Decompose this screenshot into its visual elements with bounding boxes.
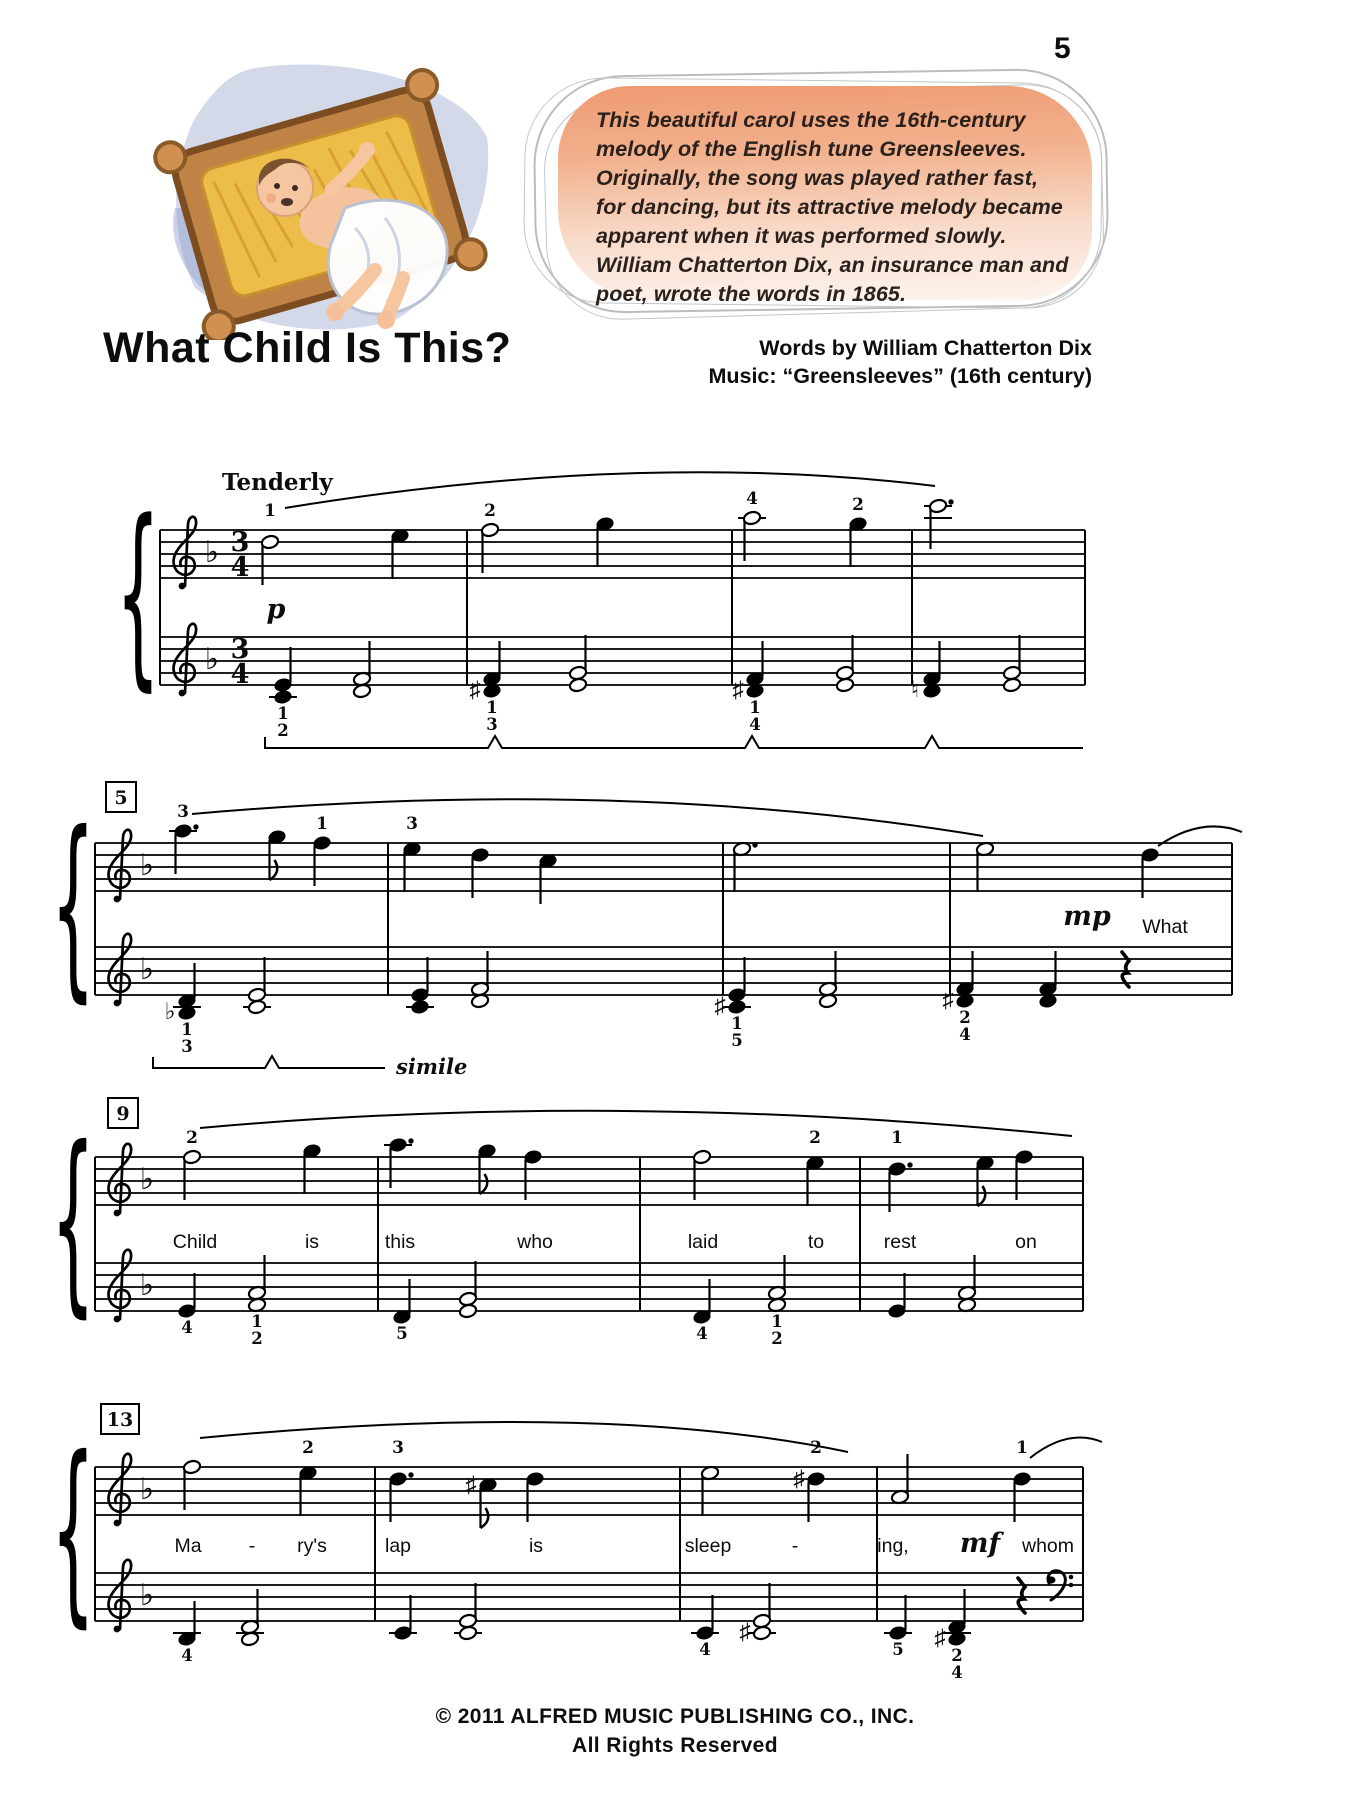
svg-text:{: { <box>51 790 95 1020</box>
svg-text:1: 1 <box>486 698 498 717</box>
svg-text:♭: ♭ <box>139 953 155 986</box>
svg-text:2: 2 <box>951 1646 963 1665</box>
svg-text:laid: laid <box>687 1231 719 1253</box>
svg-text:2: 2 <box>277 721 289 740</box>
svg-text:♭: ♭ <box>139 1473 155 1506</box>
svg-text:3: 3 <box>486 715 498 734</box>
svg-text:13: 13 <box>106 1409 134 1431</box>
svg-text:2: 2 <box>852 495 864 515</box>
svg-text:4: 4 <box>746 489 758 509</box>
svg-text:is: is <box>528 1535 544 1557</box>
svg-text:4: 4 <box>959 1025 971 1044</box>
svg-text:whom: whom <box>1021 1535 1075 1557</box>
svg-text:4: 4 <box>230 659 250 690</box>
svg-text:1: 1 <box>891 1128 903 1148</box>
svg-text:3: 3 <box>230 634 250 665</box>
svg-text:4: 4 <box>749 715 761 734</box>
svg-text:3: 3 <box>230 527 250 558</box>
svg-text:2: 2 <box>251 1329 263 1348</box>
svg-text:♭: ♭ <box>139 1163 155 1196</box>
svg-text:to: to <box>807 1231 825 1253</box>
svg-text:5: 5 <box>731 1031 743 1050</box>
svg-text:♯: ♯ <box>739 1618 751 1644</box>
song-title: What Child Is This? <box>103 324 512 372</box>
copyright-footer <box>0 1702 1350 1760</box>
rights-line: All Rights Reserved <box>572 1734 778 1757</box>
svg-text:3: 3 <box>392 1438 404 1458</box>
svg-text:4: 4 <box>181 1646 193 1665</box>
svg-text:-: - <box>248 1535 256 1557</box>
svg-text:♯: ♯ <box>465 1471 477 1497</box>
svg-text:What: What <box>1142 916 1188 938</box>
svg-text:5: 5 <box>114 787 128 809</box>
svg-text:ing,: ing, <box>877 1535 909 1557</box>
svg-text:3: 3 <box>406 814 418 834</box>
svg-text:1: 1 <box>264 501 276 521</box>
svg-text:simile: simile <box>396 1054 468 1079</box>
svg-text:mf: mf <box>959 1528 1001 1559</box>
svg-text:♭: ♭ <box>139 849 155 882</box>
svg-text:-: - <box>791 1535 799 1557</box>
svg-text:2: 2 <box>771 1329 783 1348</box>
svg-text:3: 3 <box>181 1037 193 1056</box>
svg-text:♭: ♭ <box>204 536 220 569</box>
svg-text:2: 2 <box>810 1438 822 1458</box>
svg-text:9: 9 <box>116 1103 130 1125</box>
svg-text:2: 2 <box>809 1128 821 1148</box>
svg-text:♭: ♭ <box>139 1269 155 1302</box>
svg-text:ry's: ry's <box>297 1535 327 1557</box>
page-number: 5 <box>1054 32 1071 65</box>
intro-paragraph: This beautiful carol uses the 16th-century melody of the English tune Greensleeves. Originally, the song was played rather fast, for dancing, but its attractive melody became apparent when it was performed slowly. William Chatterton Dix, an insurance man and poet, wrote the words in 1865. <box>596 108 1069 306</box>
svg-text:1: 1 <box>277 704 289 723</box>
svg-text:♭: ♭ <box>139 1579 155 1612</box>
svg-text:is: is <box>304 1231 320 1253</box>
svg-text:♯: ♯ <box>793 1465 805 1491</box>
system-4 <box>51 1404 1102 1682</box>
svg-text:2: 2 <box>186 1128 198 1148</box>
svg-text:{: { <box>51 1105 95 1335</box>
svg-text:4: 4 <box>230 552 250 583</box>
svg-text:1: 1 <box>771 1312 783 1331</box>
svg-text:5: 5 <box>892 1640 904 1659</box>
system-3 <box>51 1098 1083 1348</box>
svg-text:1: 1 <box>316 814 328 834</box>
svg-text:1: 1 <box>749 698 761 717</box>
svg-text:1: 1 <box>251 1312 263 1331</box>
svg-text:2: 2 <box>484 501 496 521</box>
svg-text:1: 1 <box>731 1014 743 1033</box>
svg-text:♮: ♮ <box>910 676 920 702</box>
svg-text:Tenderly: Tenderly <box>222 469 333 496</box>
svg-text:4: 4 <box>699 1640 711 1659</box>
svg-text:2: 2 <box>302 1438 314 1458</box>
svg-text:2: 2 <box>959 1008 971 1027</box>
svg-text:rest: rest <box>883 1231 917 1253</box>
svg-text:4: 4 <box>696 1324 708 1343</box>
svg-text:lap: lap <box>384 1535 412 1557</box>
svg-text:♯: ♯ <box>469 676 481 702</box>
system-1 <box>116 469 1085 748</box>
credit-words: Words by William Chatterton Dix <box>759 336 1092 360</box>
svg-text:{: { <box>116 478 160 709</box>
svg-text:this: this <box>384 1231 416 1253</box>
svg-text:♯: ♯ <box>714 992 726 1018</box>
svg-text:3: 3 <box>177 802 189 822</box>
svg-text:♯: ♯ <box>934 1624 946 1650</box>
svg-text:1: 1 <box>1016 1438 1028 1458</box>
svg-text:5: 5 <box>396 1324 408 1343</box>
svg-text:4: 4 <box>951 1663 963 1682</box>
svg-text:4: 4 <box>181 1318 193 1337</box>
svg-text:{: { <box>51 1415 95 1645</box>
credit-music: Music: “Greensleeves” (16th century) <box>708 364 1092 388</box>
svg-text:mp: mp <box>1063 901 1111 932</box>
system-2 <box>51 782 1242 1079</box>
svg-text:1: 1 <box>181 1020 193 1039</box>
svg-text:who: who <box>517 1231 553 1253</box>
svg-text:♭: ♭ <box>204 643 220 676</box>
svg-text:♭: ♭ <box>164 998 176 1024</box>
svg-text:Child: Child <box>172 1231 218 1253</box>
svg-text:p: p <box>266 594 286 625</box>
svg-text:on: on <box>1015 1231 1037 1253</box>
svg-text:♯: ♯ <box>942 986 954 1012</box>
svg-text:♯: ♯ <box>732 676 744 702</box>
svg-text:sleep: sleep <box>684 1535 732 1557</box>
svg-text:Ma: Ma <box>174 1535 202 1557</box>
copyright-line: © 2011 ALFRED MUSIC PUBLISHING CO., INC. <box>435 1705 915 1728</box>
